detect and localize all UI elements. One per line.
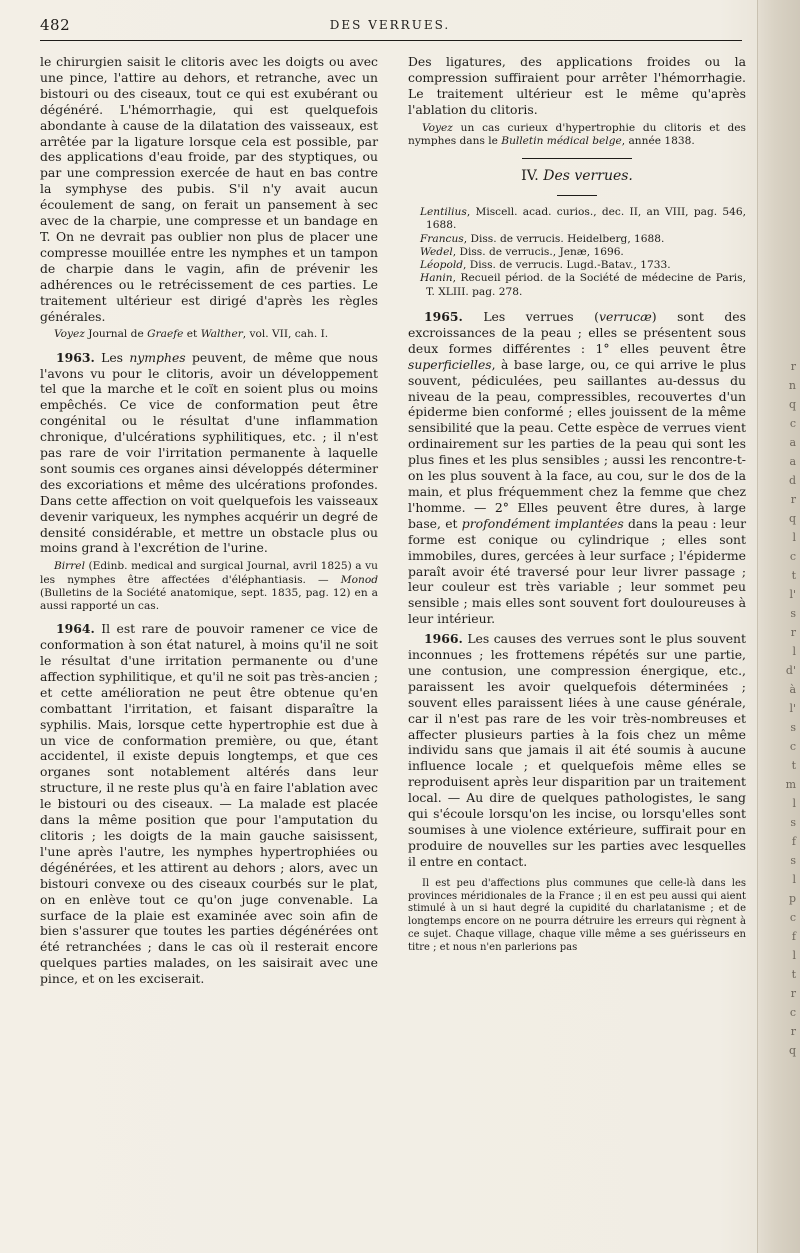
ref-text: et	[183, 328, 201, 341]
paragraph-term: profondément implantées	[461, 515, 624, 531]
edge-fragment: l	[792, 531, 796, 544]
edge-fragment: d	[788, 474, 796, 487]
edge-fragment: f	[791, 930, 796, 943]
edge-fragment: s	[790, 816, 796, 829]
edge-fragment: n	[788, 379, 796, 392]
ref-text: un cas curieux d'hypertrophie du clitoris et des nymphes dans le	[408, 121, 746, 147]
ref-text: , vol. VII, cah. I.	[242, 328, 329, 341]
ref-text: Journal de	[84, 328, 148, 341]
left-paragraph-1964	[40, 621, 378, 987]
ref-text: , Diss. de verrucis., Jenæ, 1696.	[452, 245, 624, 258]
paragraph-term: nymphes	[129, 349, 186, 365]
left-reference-1	[40, 328, 378, 341]
section-separator	[522, 158, 632, 159]
bibliography-entry	[408, 206, 746, 233]
running-title: DES VERRUES.	[329, 18, 451, 32]
paragraph-text: peuvent, de même que nous l'avons vu pour le clitoris, avoir un développement tel que la marche et le coït en soient plus ou moins empêchés. Ce vice de conformation peut être congénital ou le résultat d'une inflammation chronique, d'ulcérations syphilitiques, etc. ; il n'est pas rare de voir l'irritation permanente à laquelle sont soumis ces organes ainsi développés déterminer des excoriations et même des ulcérations profondes. Dans cette affection on voit quelquefois les vaisseaux devenir variqueux, les nymphes acquérir un degré de densité considérable, et mettre un obstacle plus ou moins grand à l'excrétion de l'urine.	[40, 349, 379, 556]
page-number: 482	[40, 16, 71, 34]
edge-fragment: q	[788, 398, 796, 411]
edge-fragment: c	[789, 550, 796, 563]
paragraph-text: Il est rare de pouvoir ramener ce vice de conformation à son état naturel, à moins qu'il ne soit le résultat d'une irritation permanente ou d'une affection syphilitique, et qu'il ne soit pas très-ancien ; et cette amélioration ne peut être obtenue qu'en combattant l'irritation, et faisant disparaître la syphilis. Mais, lorsque cette hypertrophie est due à un vice de conformation première, ou que, étant accidentel, il existe depuis longtemps, et que ces organes sont notablement altérés dans leur structure, il ne reste plus qu'à en faire l'ablation avec le bistouri ou des ciseaux. — La malade est placée dans la même position que pour l'amputation du clitoris ; les doigts de la main gauche saisissent, l'une après l'autre, les nymphes hypertrophiées ou dégénérées, et les attirent au dehors ; alors, avec un bistouri convexe ou des ciseaux courbés sur le plat, on en enlève tout ce qu'on juge convenable. La surface de la plaie est examinée avec soin afin de bien s'assurer que toutes les parties dégénérées ont été retranchées ; dans le cas où il resterait encore quelques parties malades, on les saisirait avec une pince, et on les exciserait.	[40, 621, 378, 987]
ref-author: Francus	[420, 232, 464, 245]
bibliography-list	[408, 206, 746, 299]
edge-fragment: l'	[789, 588, 796, 601]
ref-author: Wedel	[420, 245, 453, 258]
edge-fragment: t	[791, 569, 796, 582]
paragraph-number: 1965.	[424, 309, 463, 325]
edge-fragment: l	[792, 797, 796, 810]
ref-text: (Edinb. medical and surgical Journal, avril 1825) a vu les nymphes être affectées d'éléphantiasis. —	[40, 560, 378, 586]
paragraph-term: verrucæ	[598, 309, 652, 325]
ref-author: Hanin	[420, 272, 453, 285]
left-column	[40, 54, 378, 991]
section-separator-short	[557, 195, 597, 196]
paragraph-text: Les	[94, 349, 130, 365]
ref-author: Birrel	[54, 560, 85, 573]
right-column	[408, 54, 746, 959]
edge-fragment: l	[792, 949, 796, 962]
edge-fragment: r	[790, 1025, 796, 1038]
right-paragraph-1966	[408, 631, 746, 870]
bibliography-entry	[408, 272, 746, 299]
edge-fragment: l'	[789, 702, 796, 715]
bibliography-entry	[408, 259, 746, 272]
edge-fragment: c	[789, 911, 796, 924]
ref-voyez: Voyez	[54, 328, 85, 341]
edge-fragment: r	[790, 360, 796, 373]
left-reference-2	[40, 560, 378, 613]
edge-fragment: à	[789, 683, 796, 696]
edge-fragment: q	[788, 512, 796, 525]
edge-fragment: m	[785, 778, 796, 791]
edge-fragment: r	[790, 626, 796, 639]
paragraph-text: ) sont des excroissances de la peau ; elles se présentent sous deux formes différentes : 1° elles peuvent être	[408, 309, 746, 356]
section-heading	[408, 169, 746, 185]
ref-author: Lentilius	[420, 205, 467, 218]
ref-author: Léopold	[420, 259, 464, 272]
ref-text: (Bulletins de la Société anatomique, sept. 1835, pag. 12) en a aussi rapporté un cas.	[40, 586, 378, 612]
ref-journal: Graefe	[147, 328, 184, 341]
ref-text: , Diss. de verrucis. Lugd.-Batav., 1733.	[463, 259, 671, 272]
edge-fragment: d'	[785, 664, 796, 677]
edge-fragment: c	[789, 417, 796, 430]
edge-fragment: r	[790, 987, 796, 1000]
paragraph-number: 1964.	[56, 621, 95, 637]
paragraph-text: , à base large, ou, ce qui arrive le plus souvent, pédiculées, peu saillantes au-dessus du niveau de la peau, compressibles, recouvertes d'un épiderme bien conformé ; elles jouissent de la même sensibilité que la peau. Cette espèce de verrues vient ordinairement sur les parties de la peau qui sont les plus fines et les plus sensibles ; aussi les rencontre-t-on les plus souvent à la face, au cou, sur le dos de la main, et plus fréquemment chez la femme que chez l'homme. — 2° Elles peuvent être dures, à large base, et	[408, 356, 746, 531]
left-paragraph-1: le chirurgien saisit le clitoris avec les doigts ou avec une pince, l'attire au dehors, et retranche, avec un bistouri ou des ciseaux, tout ce qui est exubérant ou dégénéré. L'hémorrhagie, qui est quelquefois abondante à cause de la dilatation des vaisseaux, est arrêtée par la ligature lorsque cela est possible, par des applications d'eau froide, par des styptiques, ou par une compression exercée de haut en bas contre la symphyse des pubis. S'il n'y avait aucun écoulement de sang, on ferait un pansement à sec avec de la charpie, une compresse et un bandage en T. On ne devrait pas oublier non plus de placer une compresse mouillée entre les nymphes et un tampon de charpie dans le vagin, afin de prévenir les adhérences ou le retrécissement de ces parties. Le traitement ultérieur est dirigé d'après les règles générales.	[40, 54, 378, 324]
edge-fragment: a	[789, 455, 796, 468]
ref-text: , Diss. de verrucis. Heidelberg, 1688.	[463, 232, 665, 245]
right-reference-1	[408, 122, 746, 148]
section-title: Des verrues.	[543, 168, 633, 185]
ref-name: Walther	[200, 328, 243, 341]
footnote: Il est peu d'affections plus communes que celle-là dans les provinces méridionales de la France ; il en est peu aussi qui aient stimulé à un si haut degré la cupidité du charlatanisme ; et de longtemps encore on ne pourra détruire les erreurs qui règnent à ce sujet. Chaque village, chaque ville même a ses guérisseurs en titre ; et nous n'en parlerions pas	[408, 877, 746, 953]
section-number: IV.	[521, 168, 539, 185]
page-header	[40, 14, 740, 38]
edge-fragment: l	[792, 873, 796, 886]
bibliography-entry	[408, 233, 746, 246]
paragraph-number: 1963.	[56, 349, 95, 365]
paragraph-text: Les causes des verrues sont le plus souvent inconnues ; les frottemens répétés sur une partie, une contusion, une compression énergique, etc., paraissent les avoir quelquefois déterminées ; souvent elles paraissent liées à une cause générale, car il n'est pas rare de les voir très-nombreuses et affecter plusieurs parties à la fois chez un même individu sans que jamais il ait été soumis à aucune influence locale ; et quelquefois même elles se reproduisent après leur disparition par un traitement local. — Au dire de quelques pathologistes, le sang qui s'écoule lorsqu'on les incise, ou lorsqu'elles sont soumises à une violence extérieure, suffirait pour en produire de nouvelles sur les parties avec lesquelles il entre en contact.	[408, 631, 746, 869]
edge-fragment: t	[791, 968, 796, 981]
right-paragraph-1965	[408, 309, 746, 627]
header-rule	[40, 40, 742, 41]
paragraph-term: superficielles	[408, 356, 492, 372]
ref-text: , Recueil périod. de la Société de médecine de Paris, T. XLIII. pag. 278.	[426, 272, 746, 298]
ref-journal: Bulletin médical belge	[501, 134, 622, 147]
edge-fragment: s	[790, 607, 796, 620]
ref-voyez: Voyez	[422, 121, 453, 134]
edge-fragment: p	[788, 892, 796, 905]
ref-text: , Miscell. acad. curios., dec. II, an VIII, pag. 546, 1688.	[426, 205, 746, 232]
right-paragraph-1: Des ligatures, des applications froides ou la compression suffiraient pour arrêter l'hémorrhagie. Le traitement ultérieur est le même qu'après l'ablation du clitoris.	[408, 54, 746, 117]
bibliography-entry	[408, 246, 746, 259]
edge-fragment: s	[790, 854, 796, 867]
ref-text: , année 1838.	[621, 134, 695, 147]
edge-fragment: a	[789, 436, 796, 449]
ref-author: Monod	[340, 573, 378, 586]
edge-fragment: l	[792, 645, 796, 658]
edge-fragment: c	[789, 740, 796, 753]
edge-fragment: t	[791, 759, 796, 772]
edge-fragment: q	[788, 1044, 796, 1057]
edge-fragment: r	[790, 493, 796, 506]
edge-fragment: c	[789, 1006, 796, 1019]
paragraph-number: 1966.	[424, 631, 463, 647]
adjacent-page-edge	[757, 0, 800, 1253]
left-paragraph-1963	[40, 350, 378, 557]
paragraph-text: Les verrues (	[462, 309, 599, 325]
edge-fragment: s	[790, 721, 796, 734]
paragraph-text: dans la peau : leur forme est conique ou cylindrique ; elles sont immobiles, dures, gercées à leur surface ; l'épiderme paraît avoir été traversé pour leur livrer passage ; leur couleur est très variable ; leur sommet peu sensible ; mais elles sont souvent fort douloureuses à leur intérieur.	[408, 515, 747, 627]
edge-fragment: f	[791, 835, 796, 848]
